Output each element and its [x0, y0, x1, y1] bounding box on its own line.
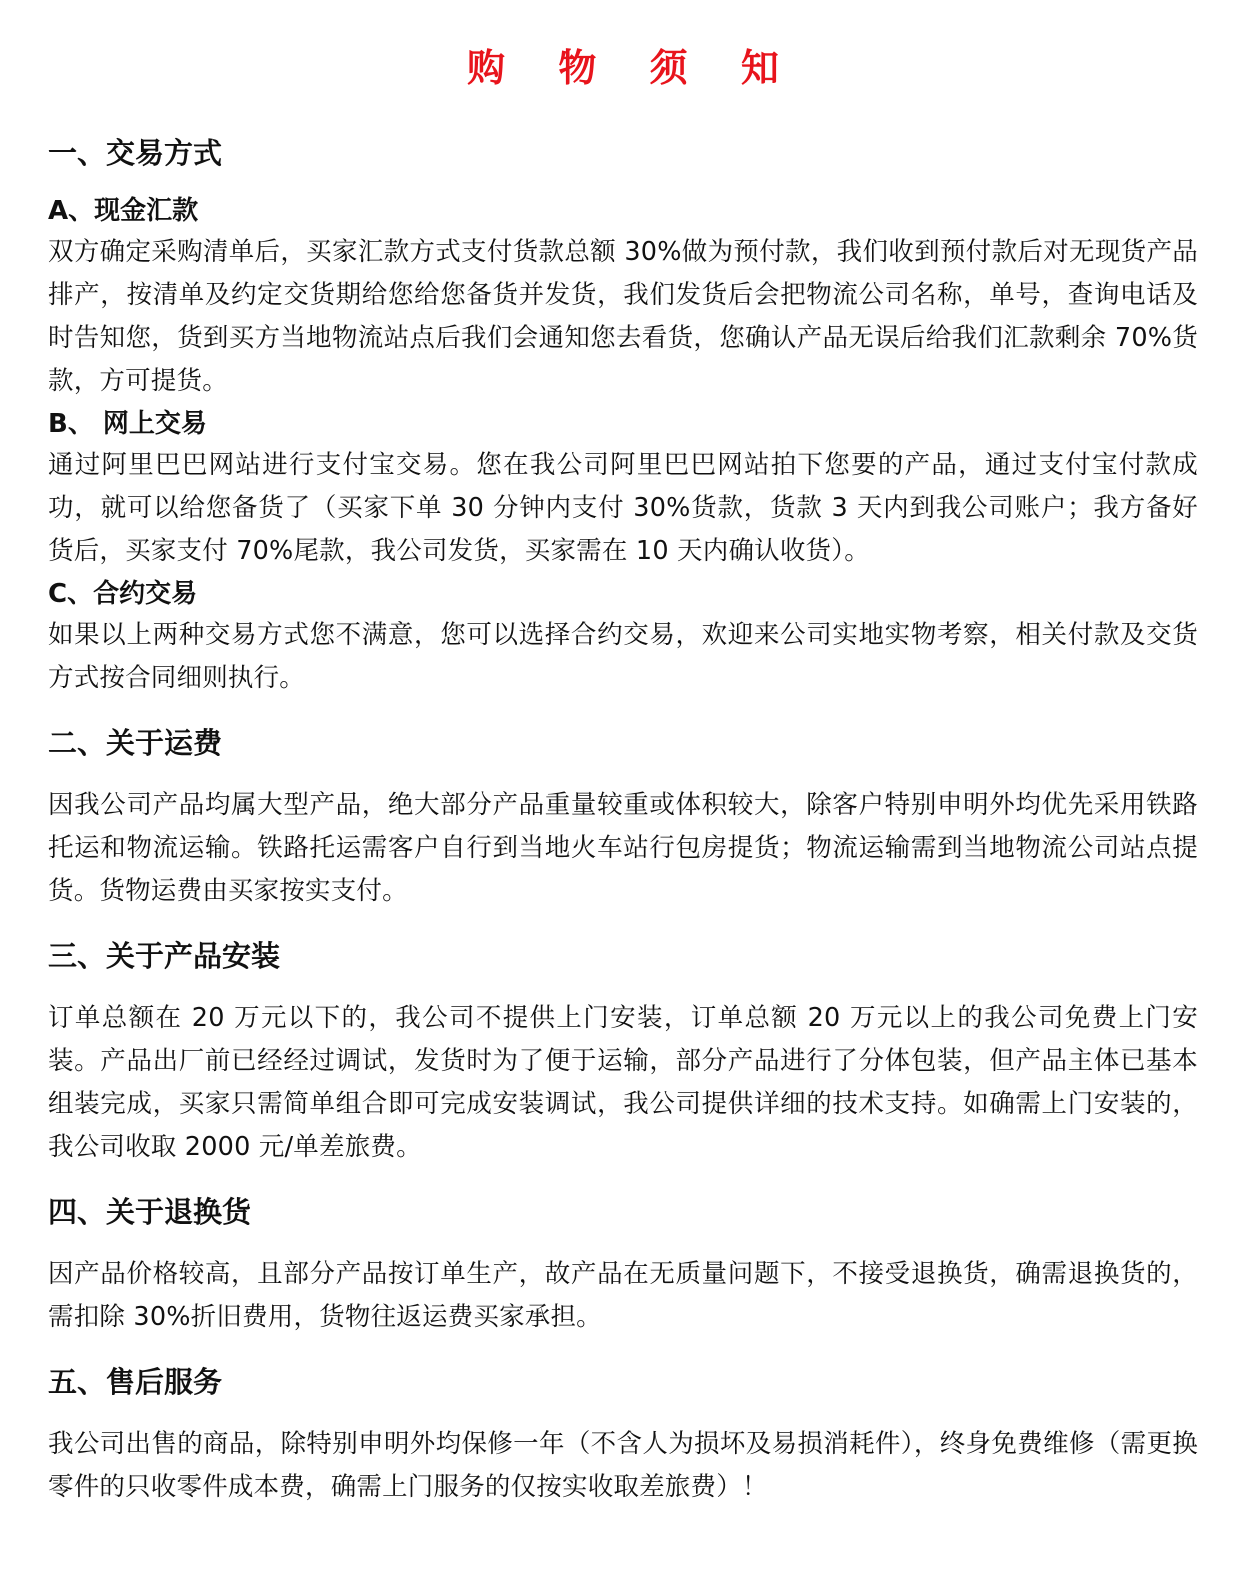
section-heading-returns: 四、关于退换货: [48, 1195, 252, 1229]
paragraph-installation: 订单总额在 20 万元以下的，我公司不提供上门安装，订单总额 20 万元以上的我公司免费上门安装。产品出厂前已经经过调试，发货时为了便于运输，部分产品进行了分体包装，但产品主体已基本组装完成，买家只需简单组合即可完成安装调试，我公司提供详细的技术支持。如确需上门安装的，我公司收取 2000 元/单差旅费。: [48, 1003, 1198, 1162]
paragraph-returns: 因产品价格较高，且部分产品按订单生产，故产品在无质量问题下，不接受退换货，确需退换货的，需扣除 30%折旧费用，货物往返运费买家承担。: [48, 1259, 1198, 1332]
section-heading-shipping-fee: 二、关于运费: [48, 726, 223, 760]
paragraph-shipping-fee: 因我公司产品均属大型产品，绝大部分产品重量较重或体积较大，除客户特别申明外均优先采用铁路托运和物流运输。铁路托运需客户自行到当地火车站行包房提货；物流运输需到当地物流公司站点提货。货物运费由买家按实支付。: [48, 790, 1198, 906]
paragraph-cash-remittance: 双方确定采购清单后，买家汇款方式支付货款总额 30%做为预付款，我们收到预付款后对无现货产品排产，按清单及约定交货期给您给您备货并发货，我们发货后会把物流公司名称，单号，查询电话及时告知您，货到买方当地物流站点后我们会通知您去看货，您确认产品无误后给我们汇款剩余 70%货款，方可提货。: [48, 237, 1198, 396]
shopping-notice-document: [48, 0, 1198, 1589]
section-heading-trade-methods: 一、交易方式: [48, 136, 223, 170]
subsection-heading-online-trade: B、 网上交易: [48, 409, 207, 439]
section-heading-after-sales: 五、售后服务: [48, 1365, 223, 1399]
paragraph-contract-trade: 如果以上两种交易方式您不满意，您可以选择合约交易，欢迎来公司实地实物考察，相关付款及交货方式按合同细则执行。: [48, 620, 1198, 693]
paragraph-online-trade: 通过阿里巴巴网站进行支付宝交易。您在我公司阿里巴巴网站拍下您要的产品，通过支付宝付款成功，就可以给您备货了（买家下单 30 分钟内支付 30%货款，货款 3 天内到我公司账户；我方备好货后，买家支付 70%尾款，我公司发货，买家需在 10 天内确认收货）。: [48, 450, 1198, 566]
section-heading-installation: 三、关于产品安装: [48, 939, 281, 973]
paragraph-after-sales: 我公司出售的商品，除特别申明外均保修一年（不含人为损坏及易损消耗件），终身免费维修（需更换零件的只收零件成本费，确需上门服务的仅按实收取差旅费）！: [48, 1429, 1198, 1502]
subsection-heading-contract-trade: C、合约交易: [48, 579, 198, 609]
page-title: 购 物 须 知: [467, 46, 799, 90]
subsection-heading-cash-remittance: A、现金汇款: [48, 196, 199, 226]
